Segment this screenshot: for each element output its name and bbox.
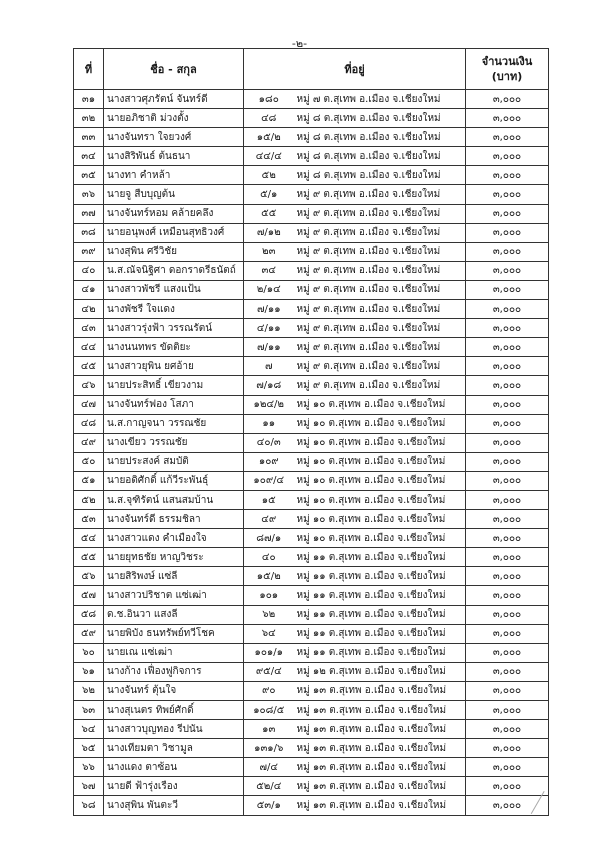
row-village-address: หมู่ ๙ ต.สุเทพ อ.เมือง จ.เชียงใหม่ <box>294 300 466 319</box>
row-village-address: หมู่ ๗ ต.สุเทพ อ.เมือง จ.เชียงใหม่ <box>294 90 466 109</box>
row-village-address: หมู่ ๑๑ ต.สุเทพ อ.เมือง จ.เชียงใหม่ <box>294 643 466 662</box>
table-row <box>74 567 549 586</box>
table-row <box>74 357 549 376</box>
row-house-number: ๑๕/๒ <box>244 128 294 147</box>
row-house-number: ๕๒ <box>244 166 294 185</box>
row-house-number: ๔๙ <box>244 510 294 529</box>
row-name: นางสาวปริชาต แซ่เฒ่า <box>104 586 244 605</box>
row-number: ๓๒ <box>74 109 104 128</box>
table-row <box>74 452 549 471</box>
row-amount: ๓,๐๐๐ <box>466 567 549 586</box>
row-village-address: หมู่ ๑๐ ต.สุเทพ อ.เมือง จ.เชียงใหม่ <box>294 395 466 414</box>
row-house-number: ๑๑ <box>244 414 294 433</box>
row-village-address: หมู่ ๑๒ ต.สุเทพ อ.เมือง จ.เชียงใหม่ <box>294 662 466 681</box>
row-village-address: หมู่ ๑๐ ต.สุเทพ อ.เมือง จ.เชียงใหม่ <box>294 414 466 433</box>
table-row <box>74 223 549 242</box>
row-village-address: หมู่ ๘ ต.สุเทพ อ.เมือง จ.เชียงใหม่ <box>294 147 466 166</box>
row-amount: ๓,๐๐๐ <box>466 414 549 433</box>
table-row <box>74 739 549 758</box>
row-amount: ๓,๐๐๐ <box>466 376 549 395</box>
row-amount: ๓,๐๐๐ <box>466 758 549 777</box>
table-row <box>74 681 549 700</box>
row-house-number: ๓๔ <box>244 261 294 280</box>
header-no: ที่ <box>74 49 104 90</box>
row-amount: ๓,๐๐๐ <box>466 395 549 414</box>
row-name: นางจันทร์หอม คล้ายคลึง <box>104 204 244 223</box>
row-amount: ๓,๐๐๐ <box>466 433 549 452</box>
row-amount: ๓,๐๐๐ <box>466 624 549 643</box>
row-house-number: ๔๐ <box>244 548 294 567</box>
row-name: น.ส.กาญจนา วรรณชัย <box>104 414 244 433</box>
table-row <box>74 796 549 815</box>
row-village-address: หมู่ ๙ ต.สุเทพ อ.เมือง จ.เชียงใหม่ <box>294 204 466 223</box>
table-row <box>74 433 549 452</box>
row-number: ๕๕ <box>74 548 104 567</box>
table-row <box>74 204 549 223</box>
row-number: ๕๖ <box>74 567 104 586</box>
row-name: น.ส.ณัจนิฐิศา ดอกราดรีธนัตถ์ <box>104 261 244 280</box>
row-house-number: ๑๐๑ <box>244 586 294 605</box>
row-number: ๕๒ <box>74 490 104 509</box>
table-row <box>74 185 549 204</box>
row-amount: ๓,๐๐๐ <box>466 90 549 109</box>
row-house-number: ๕๕ <box>244 204 294 223</box>
row-name: นางสาวพัชรี แสงแป้น <box>104 280 244 299</box>
row-house-number: ๑๒๔/๒ <box>244 395 294 414</box>
row-village-address: หมู่ ๑๐ ต.สุเทพ อ.เมือง จ.เชียงใหม่ <box>294 433 466 452</box>
row-number: ๕๐ <box>74 452 104 471</box>
row-village-address: หมู่ ๙ ต.สุเทพ อ.เมือง จ.เชียงใหม่ <box>294 338 466 357</box>
row-amount: ๓,๐๐๐ <box>466 605 549 624</box>
row-number: ๔๒ <box>74 300 104 319</box>
row-house-number: ๑๕ <box>244 490 294 509</box>
row-amount: ๓,๐๐๐ <box>466 280 549 299</box>
table-row <box>74 777 549 796</box>
row-village-address: หมู่ ๑๑ ต.สุเทพ อ.เมือง จ.เชียงใหม่ <box>294 548 466 567</box>
row-house-number: ๔๐/๓ <box>244 433 294 452</box>
row-amount: ๓,๐๐๐ <box>466 701 549 720</box>
row-village-address: หมู่ ๙ ต.สุเทพ อ.เมือง จ.เชียงใหม่ <box>294 319 466 338</box>
row-name: ด.ช.อินวา แสงลี <box>104 605 244 624</box>
row-name: นางแดง ตาซ้อน <box>104 758 244 777</box>
row-number: ๔๕ <box>74 357 104 376</box>
row-house-number: ๗/๑๑ <box>244 300 294 319</box>
table-row <box>74 261 549 280</box>
row-amount: ๓,๐๐๐ <box>466 739 549 758</box>
row-number: ๔๖ <box>74 376 104 395</box>
table-row <box>74 166 549 185</box>
row-number: ๕๑ <box>74 471 104 490</box>
row-village-address: หมู่ ๑๑ ต.สุเทพ อ.เมือง จ.เชียงใหม่ <box>294 586 466 605</box>
row-number: ๖๕ <box>74 739 104 758</box>
row-village-address: หมู่ ๙ ต.สุเทพ อ.เมือง จ.เชียงใหม่ <box>294 261 466 280</box>
row-number: ๖๖ <box>74 758 104 777</box>
row-house-number: ๑๕/๒ <box>244 567 294 586</box>
row-number: ๖๓ <box>74 701 104 720</box>
row-house-number: ๑๓ <box>244 720 294 739</box>
row-house-number: ๖๒ <box>244 605 294 624</box>
row-number: ๔๘ <box>74 414 104 433</box>
row-number: ๖๑ <box>74 662 104 681</box>
row-name: นายจู สืบบุญต้น <box>104 185 244 204</box>
row-amount: ๓,๐๐๐ <box>466 720 549 739</box>
row-house-number: ๗ <box>244 357 294 376</box>
table-row <box>74 510 549 529</box>
row-number: ๖๐ <box>74 643 104 662</box>
row-number: ๓๑ <box>74 90 104 109</box>
row-name: นางพัชรี ใจแดง <box>104 300 244 319</box>
row-number: ๓๙ <box>74 242 104 261</box>
table-row <box>74 338 549 357</box>
row-number: ๕๙ <box>74 624 104 643</box>
row-name: นางสุพิน ศรีวิชัย <box>104 242 244 261</box>
row-name: นางจันทร์ดี ธรรมชิลา <box>104 510 244 529</box>
row-house-number: ๔๔/๔ <box>244 147 294 166</box>
row-amount: ๓,๐๐๐ <box>466 109 549 128</box>
row-house-number: ๔/๑๑ <box>244 319 294 338</box>
row-number: ๖๘ <box>74 796 104 815</box>
row-name: นางจันทร์ฟอง โสภา <box>104 395 244 414</box>
row-number: ๓๘ <box>74 223 104 242</box>
row-amount: ๓,๐๐๐ <box>466 586 549 605</box>
table-row <box>74 548 549 567</box>
row-number: ๖๗ <box>74 777 104 796</box>
row-village-address: หมู่ ๑๓ ต.สุเทพ อ.เมือง จ.เชียงใหม่ <box>294 739 466 758</box>
row-house-number: ๗/๑๑ <box>244 338 294 357</box>
row-number: ๔๐ <box>74 261 104 280</box>
row-name: นางสาวศุภรัตน์ จันทร์ดี <box>104 90 244 109</box>
row-village-address: หมู่ ๘ ต.สุเทพ อ.เมือง จ.เชียงใหม่ <box>294 166 466 185</box>
row-house-number: ๑๓๑/๖ <box>244 739 294 758</box>
table-row <box>74 395 549 414</box>
row-house-number: ๕๒/๔ <box>244 777 294 796</box>
row-amount: ๓,๐๐๐ <box>466 166 549 185</box>
row-name: นางสุเนตร ทิพย์ศักดิ์ <box>104 701 244 720</box>
table-row <box>74 758 549 777</box>
row-village-address: หมู่ ๑๓ ต.สุเทพ อ.เมือง จ.เชียงใหม่ <box>294 720 466 739</box>
row-village-address: หมู่ ๙ ต.สุเทพ อ.เมือง จ.เชียงใหม่ <box>294 280 466 299</box>
row-amount: ๓,๐๐๐ <box>466 185 549 204</box>
row-village-address: หมู่ ๙ ต.สุเทพ อ.เมือง จ.เชียงใหม่ <box>294 185 466 204</box>
row-name: นายอภิชาติ ม่วงตั้ง <box>104 109 244 128</box>
row-number: ๕๗ <box>74 586 104 605</box>
table-row <box>74 300 549 319</box>
row-village-address: หมู่ ๑๓ ต.สุเทพ อ.เมือง จ.เชียงใหม่ <box>294 701 466 720</box>
header-amount-line1: จำนวนเงิน <box>481 55 533 68</box>
row-village-address: หมู่ ๑๑ ต.สุเทพ อ.เมือง จ.เชียงใหม่ <box>294 624 466 643</box>
row-village-address: หมู่ ๙ ต.สุเทพ อ.เมือง จ.เชียงใหม่ <box>294 223 466 242</box>
table-row <box>74 471 549 490</box>
header-amount <box>466 49 549 90</box>
row-number: ๓๕ <box>74 166 104 185</box>
row-amount: ๓,๐๐๐ <box>466 510 549 529</box>
table-row <box>74 720 549 739</box>
row-village-address: หมู่ ๑๓ ต.สุเทพ อ.เมือง จ.เชียงใหม่ <box>294 796 466 815</box>
row-amount: ๓,๐๐๐ <box>466 471 549 490</box>
row-number: ๕๓ <box>74 510 104 529</box>
row-name: นายสิริพงษ์ แซ่ลี <box>104 567 244 586</box>
row-number: ๖๔ <box>74 720 104 739</box>
row-amount: ๓,๐๐๐ <box>466 223 549 242</box>
row-amount: ๓,๐๐๐ <box>466 777 549 796</box>
row-house-number: ๒/๑๔ <box>244 280 294 299</box>
row-house-number: ๒๓ <box>244 242 294 261</box>
row-amount: ๓,๐๐๐ <box>466 300 549 319</box>
row-amount: ๓,๐๐๐ <box>466 261 549 280</box>
table-row <box>74 701 549 720</box>
row-name: นายเณ แซ่เฒ่า <box>104 643 244 662</box>
row-village-address: หมู่ ๘ ต.สุเทพ อ.เมือง จ.เชียงใหม่ <box>294 109 466 128</box>
table-row <box>74 414 549 433</box>
table-row <box>74 586 549 605</box>
row-name: นางสาวแดง คำเมืองใจ <box>104 529 244 548</box>
row-village-address: หมู่ ๑๓ ต.สุเทพ อ.เมือง จ.เชียงใหม่ <box>294 777 466 796</box>
row-name: นางสิริพันธ์ ต้นธนา <box>104 147 244 166</box>
table-row <box>74 490 549 509</box>
row-name: นายประสิทธิ์ เขียวงาม <box>104 376 244 395</box>
row-amount: ๓,๐๐๐ <box>466 128 549 147</box>
row-amount: ๓,๐๐๐ <box>466 681 549 700</box>
row-village-address: หมู่ ๑๓ ต.สุเทพ อ.เมือง จ.เชียงใหม่ <box>294 681 466 700</box>
table-row <box>74 90 549 109</box>
row-name: นางสาวรุ่งฟ้า วรรณรัตน์ <box>104 319 244 338</box>
row-amount: ๓,๐๐๐ <box>466 242 549 261</box>
row-amount: ๓,๐๐๐ <box>466 452 549 471</box>
row-name: นายอนุพงศ์ เหมือนสุทธิวงศ์ <box>104 223 244 242</box>
row-village-address: หมู่ ๙ ต.สุเทพ อ.เมือง จ.เชียงใหม่ <box>294 242 466 261</box>
row-house-number: ๔๘ <box>244 109 294 128</box>
row-house-number: ๘๗/๑ <box>244 529 294 548</box>
row-house-number: ๕/๑ <box>244 185 294 204</box>
row-number: ๔๑ <box>74 280 104 299</box>
row-number: ๔๙ <box>74 433 104 452</box>
row-amount: ๓,๐๐๐ <box>466 357 549 376</box>
row-house-number: ๑๐๘/๕ <box>244 701 294 720</box>
row-village-address: หมู่ ๑๐ ต.สุเทพ อ.เมือง จ.เชียงใหม่ <box>294 510 466 529</box>
row-number: ๓๓ <box>74 128 104 147</box>
table-row <box>74 624 549 643</box>
row-village-address: หมู่ ๙ ต.สุเทพ อ.เมือง จ.เชียงใหม่ <box>294 376 466 395</box>
row-name: นายดี ฟ้ารุ่งเรือง <box>104 777 244 796</box>
row-name: นางสาวบุญทอง รีปนัน <box>104 720 244 739</box>
row-name: นางทา คำหล้า <box>104 166 244 185</box>
row-house-number: ๑๐๑/๑ <box>244 643 294 662</box>
beneficiary-table <box>73 48 549 816</box>
row-village-address: หมู่ ๑๓ ต.สุเทพ อ.เมือง จ.เชียงใหม่ <box>294 758 466 777</box>
table-row <box>74 643 549 662</box>
row-village-address: หมู่ ๑๑ ต.สุเทพ อ.เมือง จ.เชียงใหม่ <box>294 605 466 624</box>
row-number: ๓๖ <box>74 185 104 204</box>
row-amount: ๓,๐๐๐ <box>466 529 549 548</box>
row-amount: ๓,๐๐๐ <box>466 548 549 567</box>
row-amount: ๓,๐๐๐ <box>466 204 549 223</box>
row-amount: ๓,๐๐๐ <box>466 319 549 338</box>
table-row <box>74 529 549 548</box>
table-row <box>74 242 549 261</box>
row-amount: ๓,๐๐๐ <box>466 796 549 815</box>
table-header-row <box>74 49 549 90</box>
row-name: นางเขียว วรรณชัย <box>104 433 244 452</box>
row-house-number: ๑๐๙ <box>244 452 294 471</box>
row-village-address: หมู่ ๑๑ ต.สุเทพ อ.เมือง จ.เชียงใหม่ <box>294 567 466 586</box>
row-number: ๖๒ <box>74 681 104 700</box>
header-amount-line2: (บาท) <box>491 70 523 83</box>
table-row <box>74 376 549 395</box>
row-name: นายพิบัง ธนทรัพย์ทวีโชค <box>104 624 244 643</box>
row-village-address: หมู่ ๑๐ ต.สุเทพ อ.เมือง จ.เชียงใหม่ <box>294 452 466 471</box>
row-amount: ๓,๐๐๐ <box>466 147 549 166</box>
row-number: ๔๔ <box>74 338 104 357</box>
row-village-address: หมู่ ๑๐ ต.สุเทพ อ.เมือง จ.เชียงใหม่ <box>294 529 466 548</box>
row-amount: ๓,๐๐๐ <box>466 338 549 357</box>
header-address: ที่อยู่ <box>244 49 466 90</box>
row-number: ๓๗ <box>74 204 104 223</box>
row-name: นางจันทร์ ตุ้นใจ <box>104 681 244 700</box>
table-row <box>74 662 549 681</box>
row-house-number: ๑๐๙/๔ <box>244 471 294 490</box>
row-number: ๔๗ <box>74 395 104 414</box>
row-house-number: ๙๕/๔ <box>244 662 294 681</box>
row-village-address: หมู่ ๙ ต.สุเทพ อ.เมือง จ.เชียงใหม่ <box>294 357 466 376</box>
row-name: นายประสงค์ สมบัติ <box>104 452 244 471</box>
row-name: นางก้าง เฟื่องฟูกิจการ <box>104 662 244 681</box>
table-row <box>74 147 549 166</box>
row-name: นางสาวยุพิน ยศอ้าย <box>104 357 244 376</box>
row-number: ๕๘ <box>74 605 104 624</box>
row-house-number: ๙๐ <box>244 681 294 700</box>
row-house-number: ๗/๔ <box>244 758 294 777</box>
row-name: นางเทียมตา วิชามูล <box>104 739 244 758</box>
row-number: ๕๔ <box>74 529 104 548</box>
row-name: นางสุพิน พันตะวี <box>104 796 244 815</box>
row-number: ๔๓ <box>74 319 104 338</box>
row-house-number: ๑๘๐ <box>244 90 294 109</box>
row-amount: ๓,๐๐๐ <box>466 490 549 509</box>
row-house-number: ๕๓/๑ <box>244 796 294 815</box>
table-row <box>74 605 549 624</box>
row-village-address: หมู่ ๘ ต.สุเทพ อ.เมือง จ.เชียงใหม่ <box>294 128 466 147</box>
row-amount: ๓,๐๐๐ <box>466 643 549 662</box>
row-name: นางนนทพร ขัดติยะ <box>104 338 244 357</box>
table-row <box>74 280 549 299</box>
row-house-number: ๖๔ <box>244 624 294 643</box>
row-name: น.ส.จุฑิรัตน์ แสนสมบ้าน <box>104 490 244 509</box>
row-name: นางจันทรา ใจยวงศ์ <box>104 128 244 147</box>
table-row <box>74 128 549 147</box>
row-house-number: ๗/๑๘ <box>244 376 294 395</box>
row-village-address: หมู่ ๑๐ ต.สุเทพ อ.เมือง จ.เชียงใหม่ <box>294 490 466 509</box>
row-village-address: หมู่ ๑๐ ต.สุเทพ อ.เมือง จ.เชียงใหม่ <box>294 471 466 490</box>
table-row <box>74 109 549 128</box>
page-number: -๒- <box>291 37 308 50</box>
row-number: ๓๔ <box>74 147 104 166</box>
row-name: นายยุทธชัย หาญวิชระ <box>104 548 244 567</box>
row-house-number: ๗/๑๒ <box>244 223 294 242</box>
row-amount: ๓,๐๐๐ <box>466 662 549 681</box>
row-name: นายอดิศักดิ์ แก้วีระพันธุ์ <box>104 471 244 490</box>
header-name: ชื่อ - สกุล <box>104 49 244 90</box>
table-row <box>74 319 549 338</box>
